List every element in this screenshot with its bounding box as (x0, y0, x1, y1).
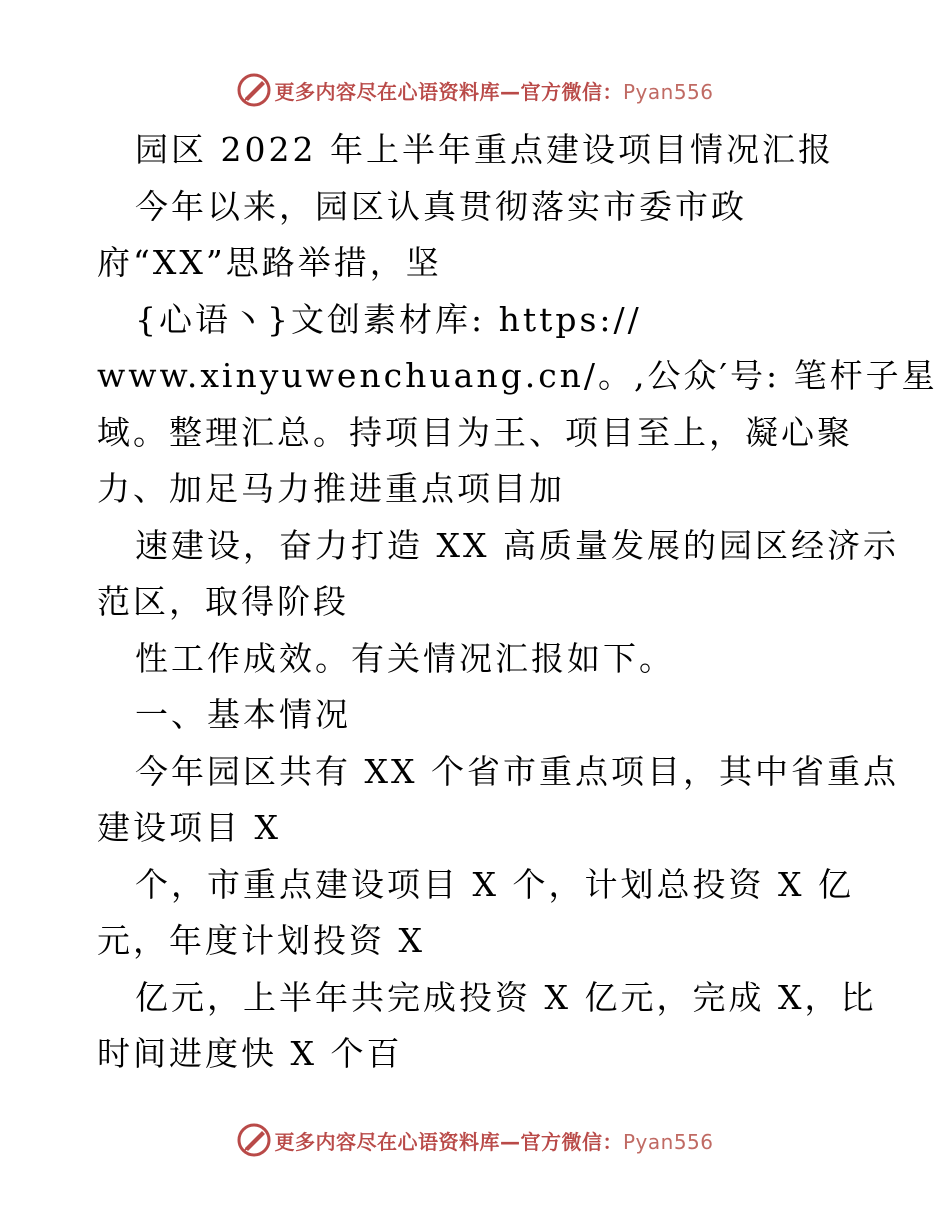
text-line: {心语丶}文创素材库: https:// (135, 299, 642, 339)
text-line: 域。整理汇总。持项目为王、项目至上，凝心聚 (97, 412, 853, 452)
quill-logo-icon (236, 1122, 272, 1158)
quill-logo-icon (236, 72, 272, 108)
footer-banner (0, 1120, 950, 1160)
text-line: 今年以来，园区认真贯彻落实市委市政 (135, 186, 747, 226)
wechat-id: Pyan556 (622, 79, 714, 104)
text-line: 个，市重点建设项目 X 个，计划总投资 X 亿 (135, 864, 854, 904)
text-line: 元，年度计划投资 X (97, 921, 425, 960)
text-line: www.xinyuwenchuang.cn/。,公众′号: 笔杆子星 (97, 356, 938, 395)
header-banner (0, 70, 950, 110)
text-line: 府“XX”思路举措，坚 (97, 243, 442, 282)
text-line: 亿元，上半年共完成投资 X 亿元，完成 X，比 (135, 977, 877, 1017)
text-line: 今年园区共有 XX 个省市重点项目，其中省重点 (135, 751, 899, 791)
section-heading: 一、基本情况 (135, 695, 351, 734)
text-line: 范区，取得阶段 (97, 582, 349, 621)
text-line: 性工作成效。有关情况汇报如下。 (135, 638, 675, 678)
text-line: 力、加足马力推进重点项目加 (97, 469, 565, 508)
text-line: 速建设，奋力打造 XX 高质量发展的园区经济示 (135, 525, 899, 565)
text-line: 时间进度快 X 个百 (97, 1034, 403, 1073)
wechat-id: Pyan556 (622, 1129, 714, 1154)
document-body (97, 122, 938, 1083)
banner-text: 更多内容尽在心语资料库—官方微信：Pyan556 (274, 79, 714, 104)
document-title: 园区 2022 年上半年重点建设项目情况汇报 (135, 130, 834, 169)
text-line: 建设项目 X (97, 808, 281, 847)
banner-text: 更多内容尽在心语资料库—官方微信：Pyan556 (274, 1129, 714, 1154)
